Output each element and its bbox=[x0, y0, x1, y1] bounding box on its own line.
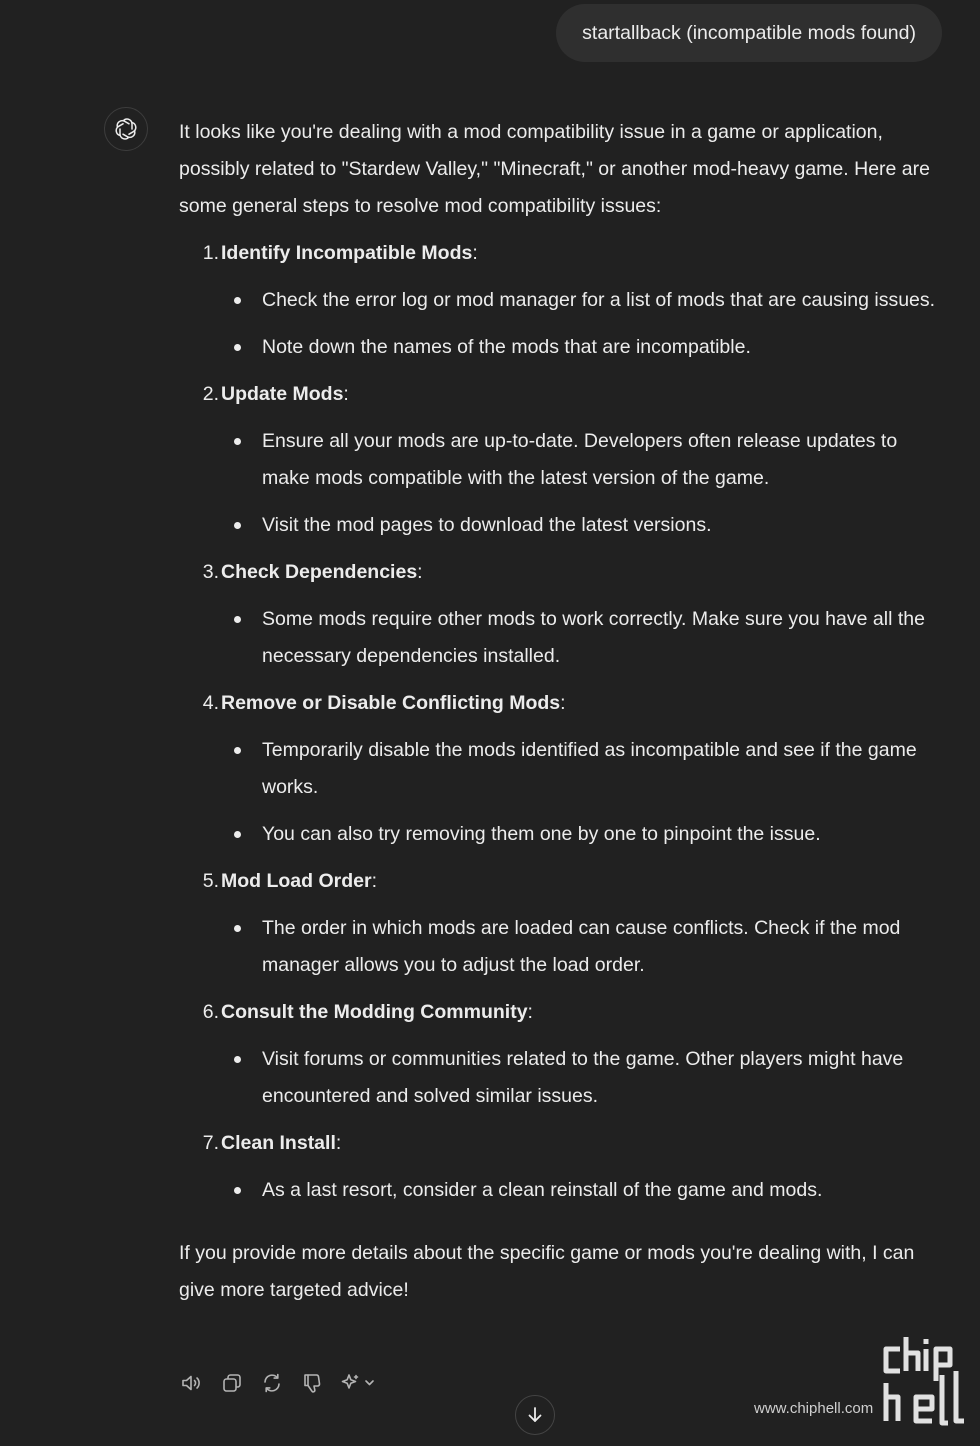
step-title: Remove or Disable Conflicting Mods bbox=[221, 692, 561, 714]
user-message-bubble bbox=[556, 4, 942, 62]
bullet-list bbox=[221, 423, 949, 544]
regenerate-button[interactable] bbox=[259, 1370, 285, 1396]
bullet-item: As a last resort, consider a clean reinstall of the game and mods. bbox=[221, 1172, 949, 1209]
bad-response-button[interactable] bbox=[299, 1370, 325, 1396]
openai-logo-icon bbox=[114, 117, 138, 141]
bullet-item: Visit the mod pages to download the latest versions. bbox=[221, 507, 949, 544]
step-number: 4. bbox=[202, 692, 219, 714]
intro-line: Here are some general steps to resolve mod compatibility issues: bbox=[179, 158, 930, 217]
user-message-text: startallback (incompatible mods found) bbox=[582, 21, 916, 44]
bullet-list bbox=[221, 1041, 949, 1115]
step-title: Check Dependencies bbox=[221, 561, 418, 583]
intro-line: It looks like you're dealing with a mod compatibility issue in a game or application, possibly related to "Stardew Valley," "Minecraft," or another mod-heavy game. bbox=[179, 121, 883, 180]
step-item: 3. Check Dependencies: Some mods require other mods to work correctly. Make sure you have all the necessary dependencies installed. bbox=[179, 554, 949, 675]
intro-paragraph bbox=[179, 114, 949, 225]
change-model-icon bbox=[339, 1371, 377, 1395]
change-model-button[interactable] bbox=[339, 1370, 377, 1396]
step-number: 2. bbox=[202, 383, 219, 405]
bullet-list bbox=[221, 282, 949, 366]
regenerate-icon bbox=[260, 1371, 284, 1395]
bullet-item: You can also try removing them one by one to pinpoint the issue. bbox=[221, 816, 949, 853]
bullet-list bbox=[221, 601, 949, 675]
bullet-item: Temporarily disable the mods identified as incompatible and see if the game works. bbox=[221, 732, 949, 806]
step-item: 2. Update Mods: Ensure all your mods are up-to-date. Developers often release updates to make mods compatible with the latest version of the game. Visit the mod pages to download the latest versions. bbox=[179, 376, 949, 544]
bullet-list bbox=[221, 732, 949, 853]
step-item: 6. Consult the Modding Community: Visit forums or communities related to the game. Other players might have encountered and solved similar issues. bbox=[179, 994, 949, 1115]
bullet-list bbox=[221, 1172, 949, 1209]
step-item: 7. Clean Install: As a last resort, consider a clean reinstall of the game and mods. bbox=[179, 1125, 949, 1209]
step-item: 4. Remove or Disable Conflicting Mods: Temporarily disable the mods identified as incompatible and see if the game works. You can also try removing them one by one to pinpoint the issue. bbox=[179, 685, 949, 853]
arrow-down-icon bbox=[525, 1405, 545, 1425]
step-title: Identify Incompatible Mods bbox=[221, 242, 473, 264]
read-aloud-button[interactable] bbox=[179, 1370, 205, 1396]
read-aloud-icon bbox=[180, 1371, 204, 1395]
step-number: 5. bbox=[202, 870, 219, 892]
step-number: 1. bbox=[202, 242, 219, 264]
step-title: Mod Load Order bbox=[221, 870, 372, 892]
bullet-item: Visit forums or communities related to the game. Other players might have encountered and solved similar issues. bbox=[221, 1041, 949, 1115]
message-actions bbox=[179, 1370, 377, 1396]
copy-icon bbox=[220, 1371, 244, 1395]
step-item: 1. Identify Incompatible Mods: Check the error log or mod manager for a list of mods that are causing issues. Note down the names of the mods that are incompatible. bbox=[179, 235, 949, 366]
assistant-message bbox=[179, 114, 949, 1309]
step-title: Clean Install bbox=[221, 1132, 336, 1154]
bullet-item: Note down the names of the mods that are incompatible. bbox=[221, 329, 949, 366]
copy-button[interactable] bbox=[219, 1370, 245, 1396]
bullet-item: The order in which mods are loaded can cause conflicts. Check if the mod manager allows you to adjust the load order. bbox=[221, 910, 949, 984]
steps-list bbox=[179, 235, 949, 1209]
chiphell-logo bbox=[880, 1335, 968, 1435]
chiphell-logo-icon bbox=[880, 1335, 968, 1429]
step-number: 6. bbox=[202, 1001, 219, 1023]
step-number: 3. bbox=[202, 561, 219, 583]
step-title: Update Mods bbox=[221, 383, 344, 405]
step-item: 5. Mod Load Order: The order in which mods are loaded can cause conflicts. Check if the mod manager allows you to adjust the load order. bbox=[179, 863, 949, 984]
bullet-item: Ensure all your mods are up-to-date. Developers often release updates to make mods compatible with the latest version of the game. bbox=[221, 423, 949, 497]
scroll-to-bottom-button[interactable] bbox=[515, 1395, 555, 1435]
step-title: Consult the Modding Community bbox=[221, 1001, 528, 1023]
step-number: 7. bbox=[202, 1132, 219, 1154]
bullet-item: Some mods require other mods to work correctly. Make sure you have all the necessary dependencies installed. bbox=[221, 601, 949, 675]
assistant-avatar bbox=[104, 107, 148, 151]
outro-paragraph: If you provide more details about the specific game or mods you're dealing with, I can give more targeted advice! bbox=[179, 1242, 915, 1301]
watermark-url: www.chiphell.com bbox=[754, 1400, 874, 1417]
thumbs-down-icon bbox=[300, 1371, 324, 1395]
bullet-list bbox=[221, 910, 949, 984]
bullet-item: Check the error log or mod manager for a list of mods that are causing issues. bbox=[221, 282, 949, 319]
